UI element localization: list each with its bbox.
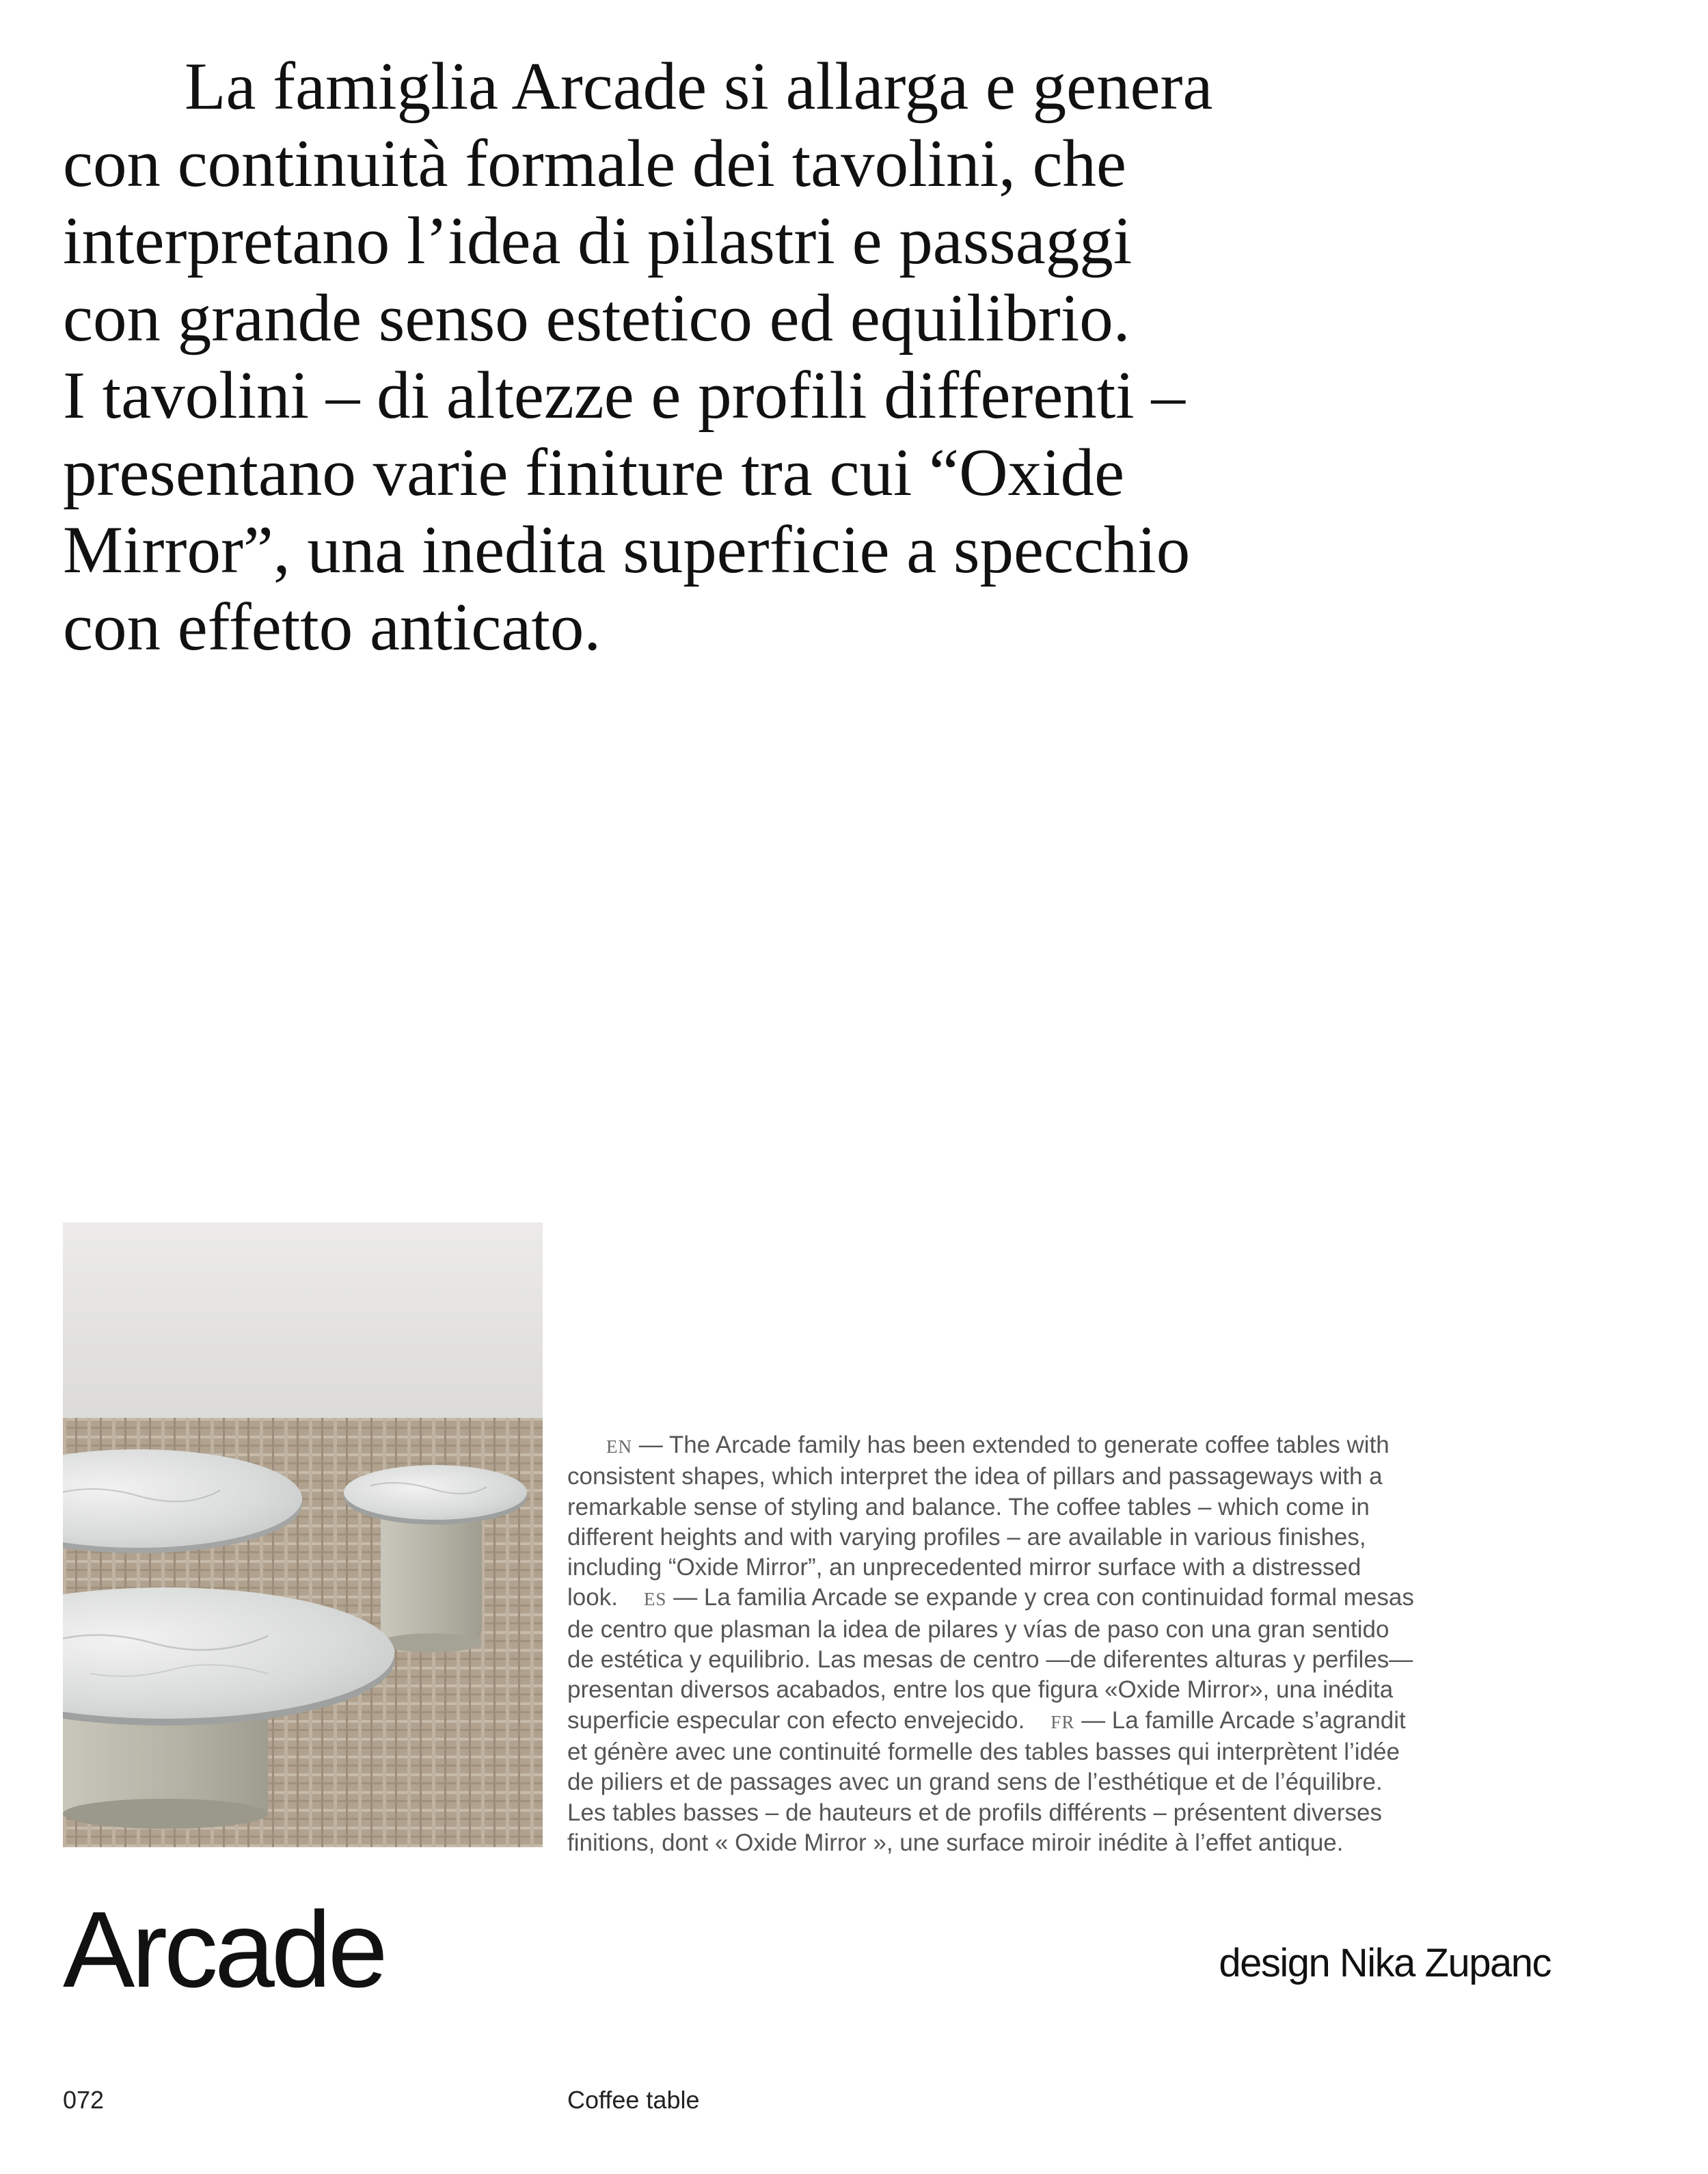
wall [63,1222,543,1418]
translation-line [567,1430,1551,1462]
lang-tag-en: EN [606,1436,632,1457]
translation-line: consistent shapes, which interpret the idea of pillars and passageways with a [567,1463,1383,1490]
translation-line: remarkable sense of styling and balance. The coffee tables – which come in [567,1493,1370,1520]
fr-text: — La famille Arcade s’agrandit [1081,1706,1406,1734]
intro-line: La famiglia Arcade si allarga e genera [185,49,1213,124]
intro-line: presentano varie finiture tra cui “Oxide [63,435,1125,510]
intro-paragraph [63,48,1553,666]
intro-line: con effetto anticato. [63,590,601,665]
product-photo [63,1222,543,1847]
translation-line: finitions, dont « Oxide Mirror », une surface miroir inédite à l’effet antique. [567,1829,1344,1856]
en-text: look. [567,1584,618,1611]
translation-line: de estética y equilibrio. Las mesas de centro —de diferentes alturas y perfiles— [567,1646,1413,1674]
translation-line: Les tables basses – de hauteurs et de profils différents – présentent diverses [567,1799,1383,1826]
translations-text [567,1430,1551,1858]
es-text: — La familia Arcade se expande y crea con continuidad formal mesas [673,1584,1414,1611]
page-number: 072 [63,2086,105,2114]
product-name: Arcade [63,1890,385,2010]
translation-line: including “Oxide Mirror”, an unprecedented mirror surface with a distressed [567,1554,1361,1581]
lang-tag-es: ES [643,1589,667,1610]
section-label: Coffee table [567,2086,700,2114]
intro-line: Mirror”, una inedita superficie a specchio [63,513,1191,587]
translation-line: et génère avec une continuité formelle des tables basses qui interprètent l’idée [567,1738,1400,1765]
designer-credit: design Nika Zupanc [1219,1941,1551,1985]
es-text: superficie especular con efecto envejecido. [567,1706,1025,1734]
translation-line: presentan diversos acabados, entre los que figura «Oxide Mirror», una inédita [567,1676,1394,1704]
translation-line: de piliers et de passages avec un grand sens de l’esthétique et de l’équilibre. [567,1769,1383,1796]
intro-line: interpretano l’idea di pilastri e passaggi [63,204,1133,278]
translation-line: de centro que plasman la idea de pilares y vías de paso con una gran sentido [567,1615,1390,1643]
lang-tag-fr: FR [1050,1711,1075,1732]
translation-line: different heights and with varying profiles – are available in various finishes, [567,1523,1366,1551]
en-text: — The Arcade family has been extended to generate coffee tables with [638,1432,1390,1458]
coffee-tables-illustration [63,1222,543,1847]
intro-line: con continuità formale dei tavolini, che [63,126,1126,201]
translation-line [567,1583,1551,1614]
intro-line: I tavolini – di altezze e profili differenti – [63,358,1186,433]
intro-line: con grande senso estetico ed equilibrio. [63,281,1130,355]
translation-line [567,1706,1551,1737]
